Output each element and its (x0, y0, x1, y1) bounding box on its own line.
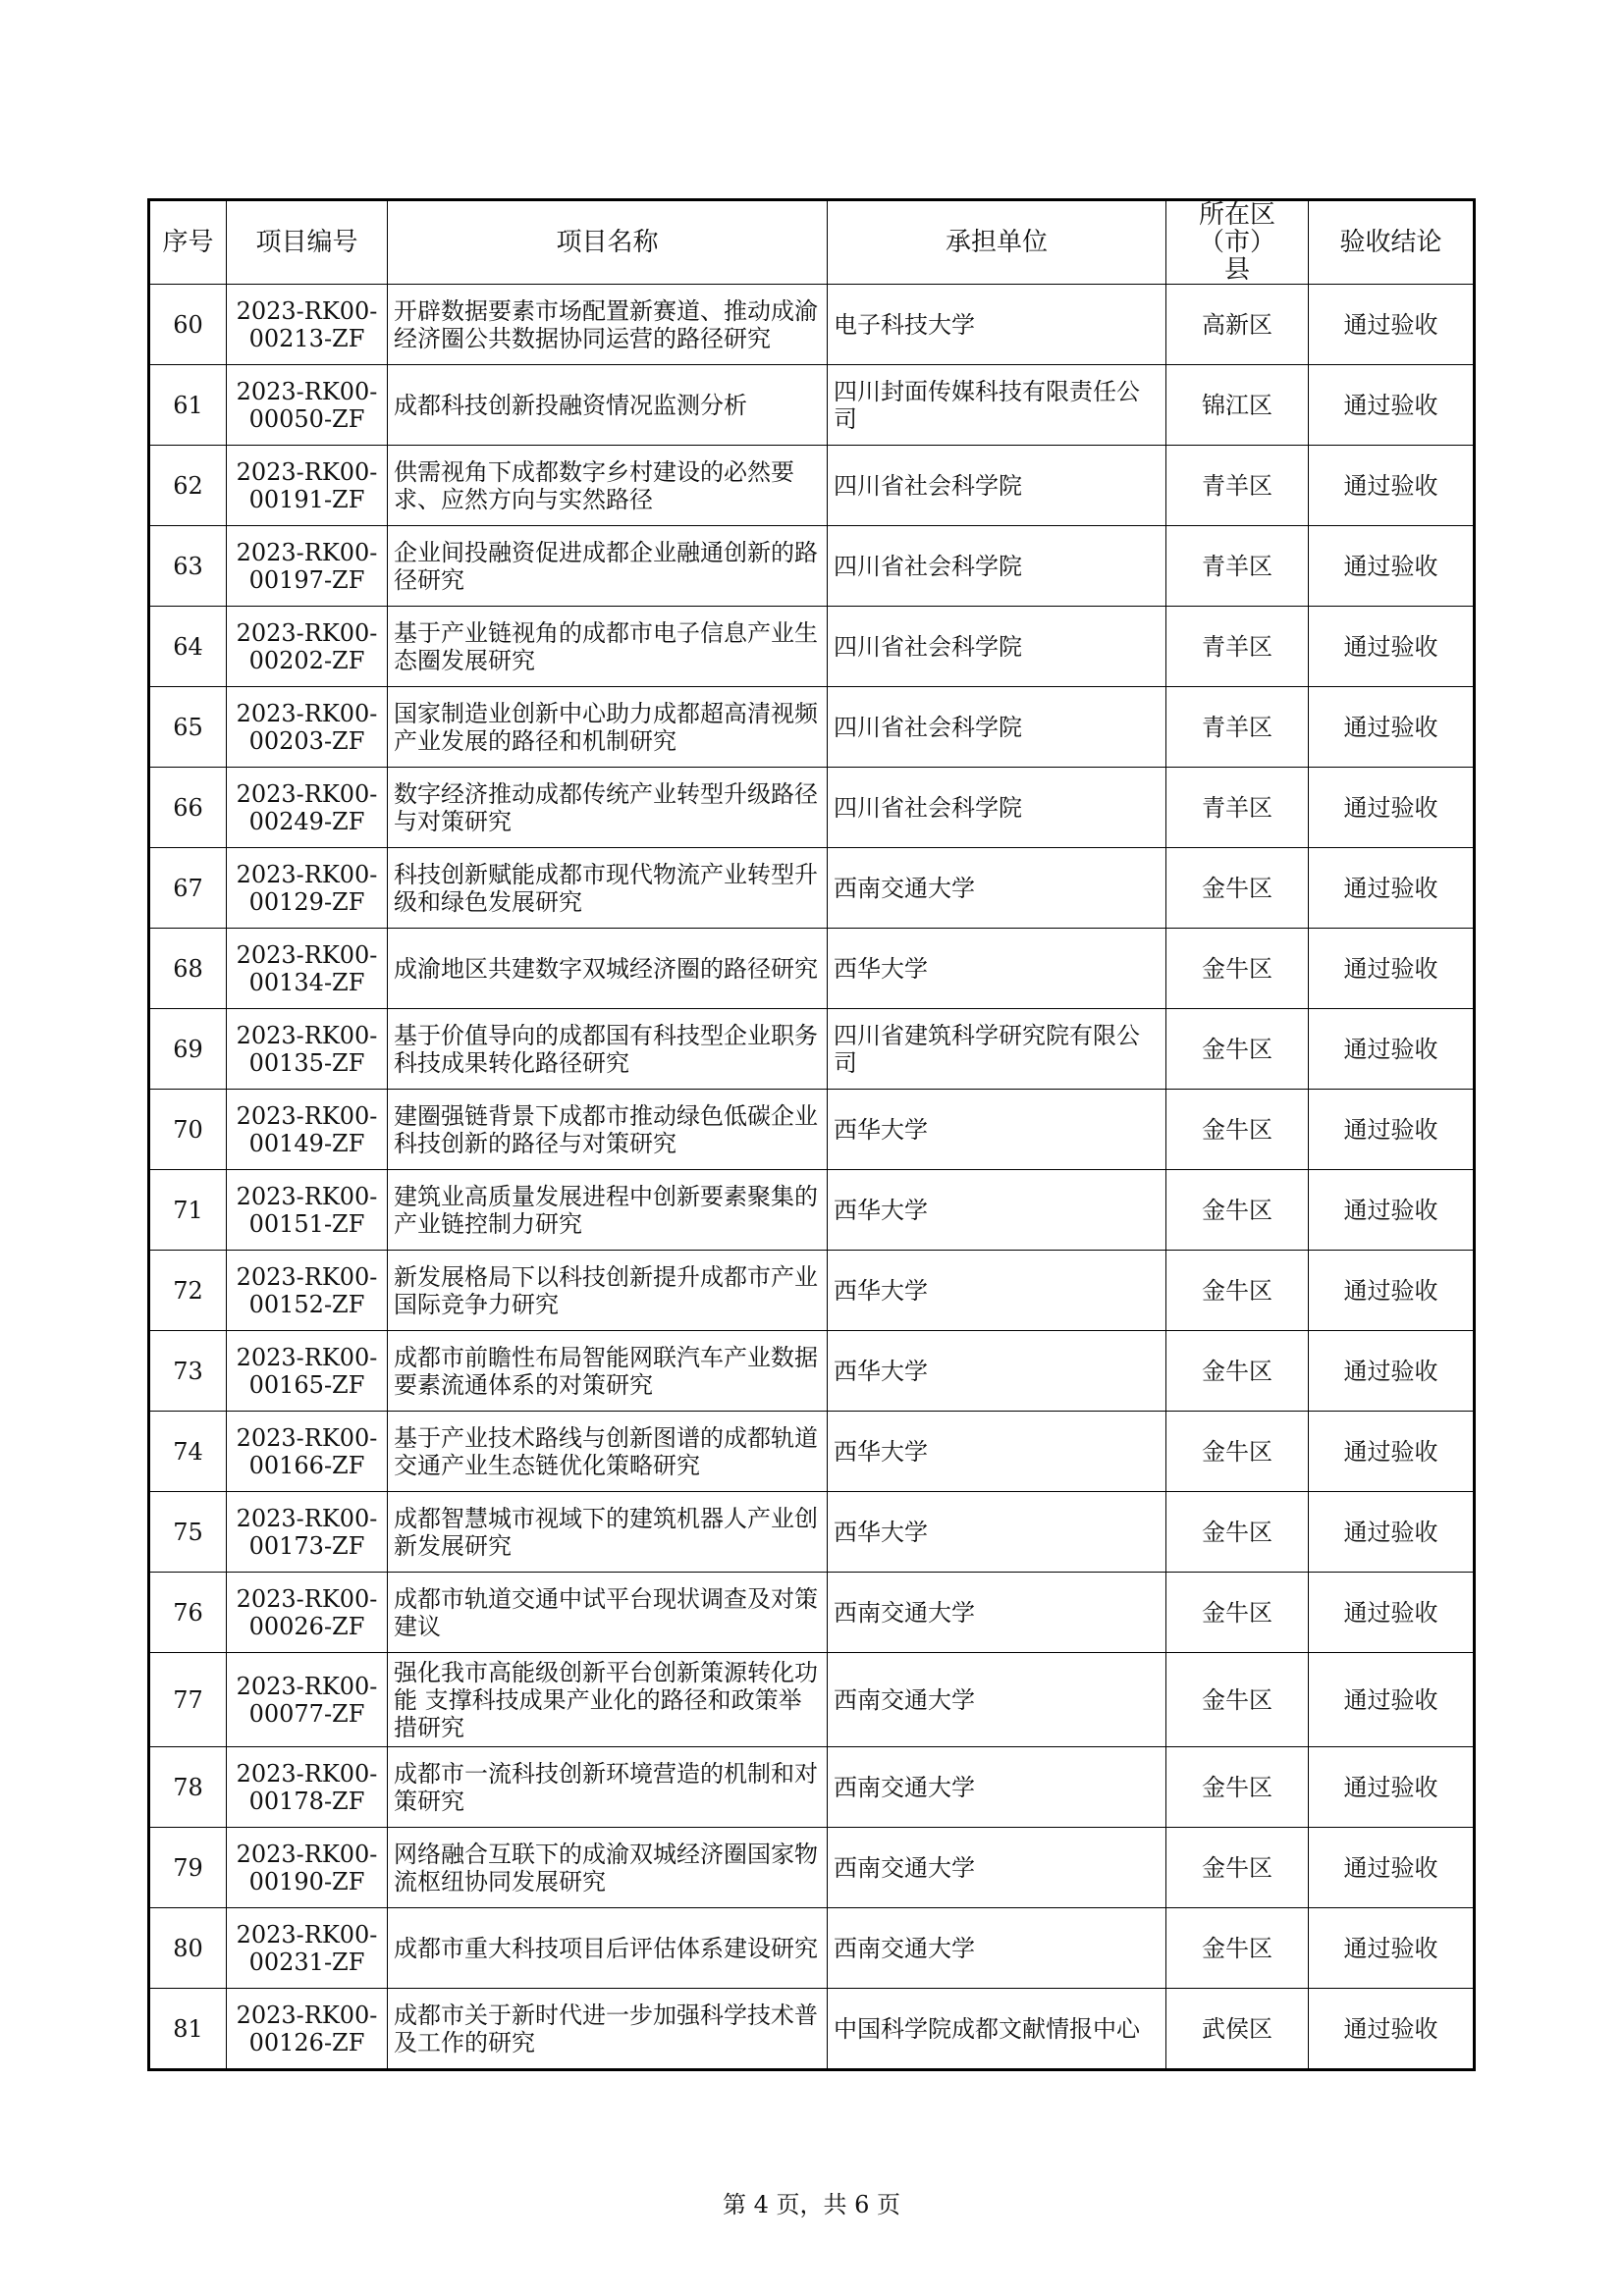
cell-seq: 74 (149, 1412, 227, 1492)
cell-district: 青羊区 (1166, 768, 1309, 848)
cell-seq: 78 (149, 1747, 227, 1828)
cell-result: 通过验收 (1309, 1331, 1475, 1412)
cell-project-name: 科技创新赋能成都市现代物流产业转型升级和绿色发展研究 (388, 848, 828, 929)
cell-code: 2023-RK00-00050-ZF (227, 365, 388, 446)
cell-project-name: 企业间投融资促进成都企业融通创新的路径研究 (388, 526, 828, 607)
cell-unit: 四川省建筑科学研究院有限公司 (828, 1009, 1166, 1090)
cell-unit: 西华大学 (828, 1251, 1166, 1331)
cell-code: 2023-RK00-00190-ZF (227, 1828, 388, 1908)
cell-code: 2023-RK00-00231-ZF (227, 1908, 388, 1989)
table-row (149, 1170, 1475, 1251)
cell-unit: 四川省社会科学院 (828, 768, 1166, 848)
cell-district: 金牛区 (1166, 1908, 1309, 1989)
cell-unit: 西华大学 (828, 1170, 1166, 1251)
cell-district: 高新区 (1166, 285, 1309, 365)
cell-district: 金牛区 (1166, 1331, 1309, 1412)
cell-code: 2023-RK00-00126-ZF (227, 1989, 388, 2070)
cell-district: 金牛区 (1166, 1492, 1309, 1573)
cell-code: 2023-RK00-00197-ZF (227, 526, 388, 607)
cell-code: 2023-RK00-00178-ZF (227, 1747, 388, 1828)
cell-district: 青羊区 (1166, 607, 1309, 687)
table-row (149, 1492, 1475, 1573)
cell-project-name: 成都市轨道交通中试平台现状调查及对策建议 (388, 1573, 828, 1653)
cell-code: 2023-RK00-00202-ZF (227, 607, 388, 687)
cell-district: 金牛区 (1166, 1170, 1309, 1251)
cell-district: 金牛区 (1166, 1009, 1309, 1090)
cell-project-name: 成都市关于新时代进一步加强科学技术普及工作的研究 (388, 1989, 828, 2070)
cell-project-name: 供需视角下成都数字乡村建设的必然要求、应然方向与实然路径 (388, 446, 828, 526)
cell-result: 通过验收 (1309, 1989, 1475, 2070)
cell-district: 金牛区 (1166, 1573, 1309, 1653)
cell-result: 通过验收 (1309, 1747, 1475, 1828)
cell-code: 2023-RK00-00213-ZF (227, 285, 388, 365)
cell-unit: 西华大学 (828, 1492, 1166, 1573)
cell-unit: 四川省社会科学院 (828, 607, 1166, 687)
cell-district: 金牛区 (1166, 1747, 1309, 1828)
cell-seq: 64 (149, 607, 227, 687)
table-row (149, 929, 1475, 1009)
cell-code: 2023-RK00-00166-ZF (227, 1412, 388, 1492)
cell-code: 2023-RK00-00165-ZF (227, 1331, 388, 1412)
cell-district: 武侯区 (1166, 1989, 1309, 2070)
cell-unit: 西华大学 (828, 929, 1166, 1009)
cell-result: 通过验收 (1309, 687, 1475, 768)
cell-code: 2023-RK00-00135-ZF (227, 1009, 388, 1090)
cell-seq: 79 (149, 1828, 227, 1908)
cell-project-name: 建圈强链背景下成都市推动绿色低碳企业科技创新的路径与对策研究 (388, 1090, 828, 1170)
cell-unit: 西华大学 (828, 1331, 1166, 1412)
cell-project-name: 成都市重大科技项目后评估体系建设研究 (388, 1908, 828, 1989)
cell-unit: 西南交通大学 (828, 1747, 1166, 1828)
cell-result: 通过验收 (1309, 1908, 1475, 1989)
cell-seq: 69 (149, 1009, 227, 1090)
header-district: 所在区（市）县 (1166, 200, 1309, 285)
cell-seq: 60 (149, 285, 227, 365)
cell-code: 2023-RK00-00191-ZF (227, 446, 388, 526)
cell-code: 2023-RK00-00151-ZF (227, 1170, 388, 1251)
cell-result: 通过验收 (1309, 446, 1475, 526)
header-seq: 序号 (149, 200, 227, 285)
cell-project-name: 网络融合互联下的成渝双城经济圈国家物流枢纽协同发展研究 (388, 1828, 828, 1908)
table-row (149, 607, 1475, 687)
cell-project-name: 成都市前瞻性布局智能网联汽车产业数据要素流通体系的对策研究 (388, 1331, 828, 1412)
table-row (149, 1090, 1475, 1170)
cell-result: 通过验收 (1309, 1573, 1475, 1653)
cell-district: 青羊区 (1166, 446, 1309, 526)
cell-seq: 72 (149, 1251, 227, 1331)
table-row (149, 285, 1475, 365)
cell-code: 2023-RK00-00129-ZF (227, 848, 388, 929)
cell-unit: 西华大学 (828, 1412, 1166, 1492)
cell-seq: 63 (149, 526, 227, 607)
cell-project-name: 成都市一流科技创新环境营造的机制和对策研究 (388, 1747, 828, 1828)
cell-result: 通过验收 (1309, 526, 1475, 607)
cell-unit: 西南交通大学 (828, 1908, 1166, 1989)
cell-result: 通过验收 (1309, 1090, 1475, 1170)
cell-project-name: 基于产业链视角的成都市电子信息产业生态圈发展研究 (388, 607, 828, 687)
page-footer: 第 4 页，共 6 页 (722, 2191, 901, 2218)
cell-code: 2023-RK00-00203-ZF (227, 687, 388, 768)
cell-code: 2023-RK00-00026-ZF (227, 1573, 388, 1653)
cell-district: 金牛区 (1166, 929, 1309, 1009)
cell-seq: 61 (149, 365, 227, 446)
cell-project-name: 成都智慧城市视域下的建筑机器人产业创新发展研究 (388, 1492, 828, 1573)
table-body (149, 285, 1475, 2070)
cell-result: 通过验收 (1309, 607, 1475, 687)
cell-project-name: 强化我市高能级创新平台创新策源转化功能 支撑科技成果产业化的路径和政策举措研究 (388, 1653, 828, 1747)
table-row (149, 1908, 1475, 1989)
cell-code: 2023-RK00-00134-ZF (227, 929, 388, 1009)
cell-district: 金牛区 (1166, 1251, 1309, 1331)
cell-result: 通过验收 (1309, 285, 1475, 365)
table-row (149, 1573, 1475, 1653)
cell-project-name: 建筑业高质量发展进程中创新要素聚集的产业链控制力研究 (388, 1170, 828, 1251)
table-row (149, 1989, 1475, 2070)
cell-result: 通过验收 (1309, 1170, 1475, 1251)
cell-seq: 80 (149, 1908, 227, 1989)
table-row (149, 526, 1475, 607)
cell-result: 通过验收 (1309, 1412, 1475, 1492)
header-name: 项目名称 (388, 200, 828, 285)
cell-project-name: 数字经济推动成都传统产业转型升级路径与对策研究 (388, 768, 828, 848)
cell-unit: 四川省社会科学院 (828, 446, 1166, 526)
cell-result: 通过验收 (1309, 1653, 1475, 1747)
cell-code: 2023-RK00-00249-ZF (227, 768, 388, 848)
cell-seq: 66 (149, 768, 227, 848)
cell-seq: 70 (149, 1090, 227, 1170)
table-row (149, 446, 1475, 526)
table-row (149, 1653, 1475, 1747)
cell-result: 通过验收 (1309, 1009, 1475, 1090)
cell-project-name: 成渝地区共建数字双城经济圈的路径研究 (388, 929, 828, 1009)
cell-seq: 62 (149, 446, 227, 526)
table-row (149, 1251, 1475, 1331)
table-row (149, 1009, 1475, 1090)
cell-result: 通过验收 (1309, 1828, 1475, 1908)
cell-unit: 西南交通大学 (828, 1653, 1166, 1747)
cell-result: 通过验收 (1309, 768, 1475, 848)
cell-district: 锦江区 (1166, 365, 1309, 446)
cell-result: 通过验收 (1309, 848, 1475, 929)
table-row (149, 768, 1475, 848)
cell-seq: 65 (149, 687, 227, 768)
cell-code: 2023-RK00-00152-ZF (227, 1251, 388, 1331)
cell-district: 青羊区 (1166, 526, 1309, 607)
cell-code: 2023-RK00-00173-ZF (227, 1492, 388, 1573)
cell-result: 通过验收 (1309, 365, 1475, 446)
table-row (149, 687, 1475, 768)
cell-result: 通过验收 (1309, 1251, 1475, 1331)
cell-unit: 西南交通大学 (828, 1828, 1166, 1908)
cell-district: 金牛区 (1166, 1828, 1309, 1908)
cell-project-name: 国家制造业创新中心助力成都超高清视频产业发展的路径和机制研究 (388, 687, 828, 768)
cell-seq: 75 (149, 1492, 227, 1573)
table-row (149, 1747, 1475, 1828)
cell-unit: 西华大学 (828, 1090, 1166, 1170)
cell-unit: 西南交通大学 (828, 848, 1166, 929)
cell-seq: 68 (149, 929, 227, 1009)
cell-project-name: 新发展格局下以科技创新提升成都市产业国际竞争力研究 (388, 1251, 828, 1331)
table-row (149, 1828, 1475, 1908)
table-row (149, 1331, 1475, 1412)
header-code: 项目编号 (227, 200, 388, 285)
cell-project-name: 基于产业技术路线与创新图谱的成都轨道交通产业生态链优化策略研究 (388, 1412, 828, 1492)
cell-seq: 67 (149, 848, 227, 929)
table-row (149, 848, 1475, 929)
table-header-row (149, 200, 1475, 285)
cell-seq: 71 (149, 1170, 227, 1251)
cell-seq: 76 (149, 1573, 227, 1653)
cell-unit: 西南交通大学 (828, 1573, 1166, 1653)
cell-district: 金牛区 (1166, 1412, 1309, 1492)
cell-project-name: 开辟数据要素市场配置新赛道、推动成渝经济圈公共数据协同运营的路径研究 (388, 285, 828, 365)
cell-district: 青羊区 (1166, 687, 1309, 768)
table-row (149, 365, 1475, 446)
cell-district: 金牛区 (1166, 1090, 1309, 1170)
cell-result: 通过验收 (1309, 929, 1475, 1009)
table-row (149, 1412, 1475, 1492)
cell-unit: 四川封面传媒科技有限责任公司 (828, 365, 1166, 446)
cell-unit: 四川省社会科学院 (828, 526, 1166, 607)
cell-seq: 77 (149, 1653, 227, 1747)
cell-unit: 电子科技大学 (828, 285, 1166, 365)
cell-project-name: 基于价值导向的成都国有科技型企业职务科技成果转化路径研究 (388, 1009, 828, 1090)
cell-unit: 中国科学院成都文献情报中心 (828, 1989, 1166, 2070)
header-unit: 承担单位 (828, 200, 1166, 285)
cell-seq: 81 (149, 1989, 227, 2070)
cell-unit: 四川省社会科学院 (828, 687, 1166, 768)
acceptance-results-table (147, 198, 1476, 2071)
cell-district: 金牛区 (1166, 848, 1309, 929)
cell-project-name: 成都科技创新投融资情况监测分析 (388, 365, 828, 446)
header-result: 验收结论 (1309, 200, 1475, 285)
cell-code: 2023-RK00-00077-ZF (227, 1653, 388, 1747)
cell-result: 通过验收 (1309, 1492, 1475, 1573)
cell-seq: 73 (149, 1331, 227, 1412)
cell-district: 金牛区 (1166, 1653, 1309, 1747)
cell-code: 2023-RK00-00149-ZF (227, 1090, 388, 1170)
